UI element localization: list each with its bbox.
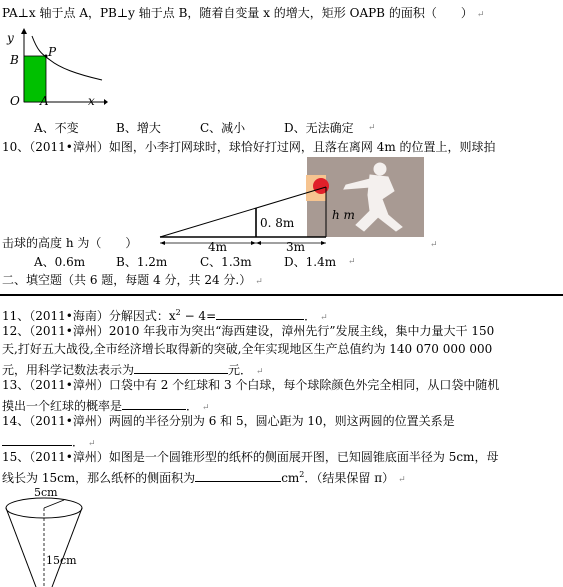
q14-line-1: 14、（2011•漳州）两圆的半径分别为 6 和 5，圆心距为 10，则这两圆的位置关系是 [2,414,455,428]
q11-answer-blank[interactable] [216,307,304,320]
q10-stem: 10、（2011•漳州）如图，小李打网球时，球恰好打过网，且落在离网 4m 的位置上，则球拍 [2,140,496,154]
q12-line-3: 元，用科学记数法表示为 元． ↵ [2,363,264,377]
h-label: h m [332,208,355,222]
distance-4m-label: 4m [208,240,228,254]
graph-label-P: P [48,45,57,59]
graph-label-B: B [10,53,19,67]
q14-answer-blank[interactable] [2,433,72,446]
q9-option-d: D、无法确定 [284,121,354,135]
q15-answer-blank[interactable] [195,469,281,482]
section-heading: 二、填空题（共 6 题，每题 4 分，共 24 分.） ↵ [2,273,263,287]
graph-label-A: A [40,94,49,108]
q10-option-c: C、1.3m [200,255,252,269]
q9-option-c: C、减小 [200,121,246,135]
q11: 11、（2011•海南）分解因式：$x^2 - 4=$ ． ↵ [2,308,328,323]
section-divider [0,294,563,296]
q9-option-a: A、不变 [34,121,79,135]
q15-line-2: 线长为 15cm，那么纸杯的侧面积为 $cm^2$．（结果保留 π） ↵ [2,470,406,485]
q15-cone-figure [0,484,120,587]
cone-slant-label: 15cm [46,554,77,567]
q13-line-1: 13、（2011•漳州）口袋中有 2 个红球和 3 个白球，每个球除颜色外完全相同，从口袋中随机 [2,378,500,392]
q12-answer-blank[interactable] [134,361,228,374]
q15-line-1: 15、（2011•漳州）如图是一个圆锥形型的纸杯的侧面展开图，已知圆锥底面半径为 5cm，母 [2,450,499,464]
q10-option-a: A、0.6m [34,255,86,269]
graph-label-y: y [7,31,14,45]
distance-3m-label: 3m [286,240,306,254]
q9-option-b: B、增大 [116,121,161,135]
q9-stem: PA⊥x 轴于点 A，PB⊥y 轴于点 B，随着自变量 x 的增大，矩形 OAPB 的面积（ ） ↵ [2,6,485,20]
q13-line-2: 摸出一个红球的概率是 ． ↵ [2,399,210,413]
q14-line-2: ． ↵ [2,433,96,449]
q10-option-d: D、1.4m [284,255,337,269]
net-height-label: 0. 8m [260,216,295,230]
cone-radius-label: 5cm [34,486,58,499]
graph-label-O: O [10,94,20,108]
graph-label-x: x [88,94,95,108]
q10-option-b: B、1.2m [116,255,168,269]
q12-line-1: 12、（2011•漳州）2010 年我市为突出“海西建设，漳州先行”发展主线，集中力量大干 150 [2,324,495,338]
q9-graph [4,26,108,118]
q13-answer-blank[interactable] [122,397,186,410]
q10-stem-2: 击球的高度 h 为（ ） [2,236,138,250]
ball-icon [313,178,329,194]
q10-figure [150,155,440,255]
q12-line-2: 天,打好五大战役,全市经济增长取得新的突破,全年实现地区生产总值约为 140 070 000 000 [2,342,493,356]
